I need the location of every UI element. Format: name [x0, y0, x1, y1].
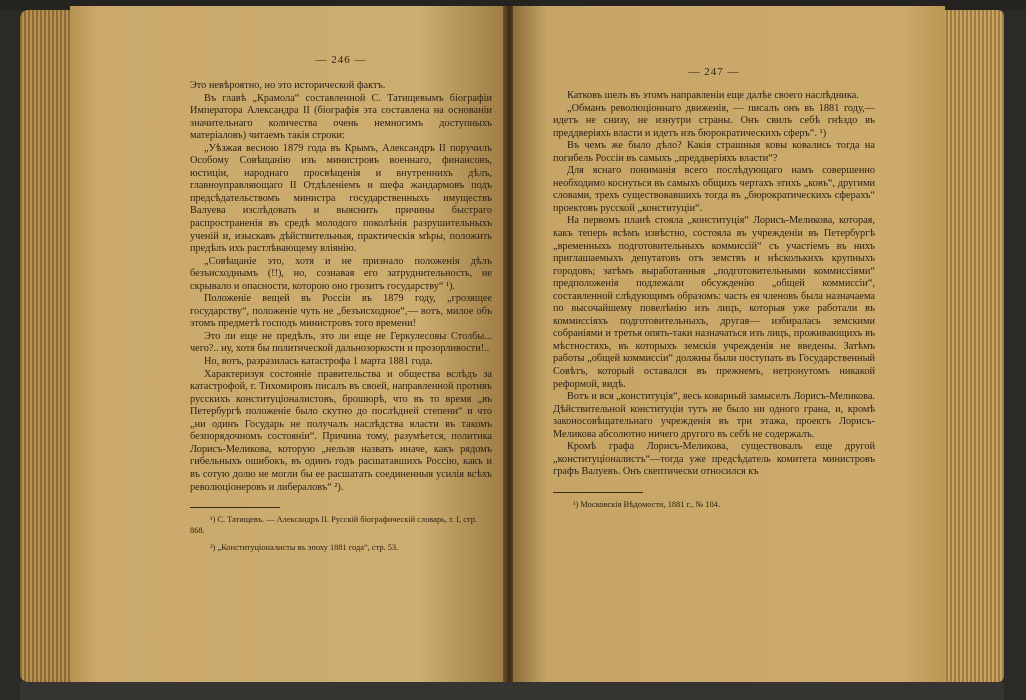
paragraph: Кромѣ графа Лорисъ-Меликова, существовалъ еще другой „конституціоналистъ“—тогда уже предсѣдатель комитета министровъ графъ Валуевъ. Онъ скептически относился къ [553, 441, 875, 478]
paragraph: „Уѣзжая весною 1879 года въ Крымъ, Александръ II поручилъ Особому Совѣщанію изъ министровъ военнаго, финансовъ, юстиціи, народнаго просвѣщенія и внутреннихъ дѣлъ, главноуправляющаго II Отдѣленіемъ и шефа жандармовъ подъ предсѣдательствомъ министра государственныхъ имуществъ Валуева изслѣдовать и выяснить причины быстраго распространенія въ средѣ молодого поколѣнія разрушительныхъ ученій и, изыскавъ дѣйствительныя, практическія мѣры, положить предѣлъ ихъ растлѣвающему вліянію. [190, 142, 492, 255]
left-page-body [190, 80, 492, 494]
paragraph: Въ главѣ „Крамола“ составленной С. Татищевымъ біографіи Императора Александра II (біографія эта составлена на основаніи значительнаго количества очень немногимъ доступныхъ матеріаловъ) читаемъ такія строки: [190, 92, 492, 142]
right-page [513, 6, 945, 682]
paragraph: Для яснаго пониманія всего послѣдующаго намъ совершенно необходимо коснуться въ самыхъ общихъ чертахъ этихъ „ковъ“, другими словами, трехъ существовавшихъ тогда въ „бюрократическихъ сферахъ“ проектовъ русской „конституціи“. [553, 165, 875, 214]
footnote-divider [190, 507, 280, 508]
paragraph: Вотъ и вся „конституція“, весь коварный замыселъ Лорисъ-Меликова. Дѣйствительной конституціи тутъ не было ни одного грана, и, кромѣ законосовѣщательнаго учрежденія въ три этажа, проектъ Лорисъ-Меликова абсолютно ничего другого въ себѣ не содержалъ. [553, 391, 875, 440]
paragraph: Это ли еще не предѣлъ, это ли еще не Геркулесовы Столбы... чего?.. ну, хотя бы политической дальнозоркости и прозорливости!.. [190, 330, 492, 355]
paragraph: Это невѣроятно, но это исторической фактъ. [190, 80, 386, 91]
paragraph: Катковъ шелъ въ этомъ направленіи еще далѣе своего наслѣдника. [567, 90, 859, 101]
page-number-left: — 246 — [315, 54, 367, 66]
paragraph: Положеніе вещей въ Россіи въ 1879 году, „грозящее государству“, положеніе чуть не „безъисходное“,— вотъ, милое объ этомъ предметѣ господъ министровъ того времени! [190, 293, 492, 330]
paragraph: Въ чемъ же было дѣло? Какія страшныя ковы ковались тогда на погибель Россіи въ самыхъ „преддверіяхъ власти“? [553, 140, 875, 164]
paragraph: „Совѣщаніе это, хотя и не признало положенія дѣлъ безъисходнымъ (!!), но, сознавая его затруднительность, не скрывало и опасности, которою оно грозитъ государству“ ¹). [190, 255, 492, 292]
right-page-body [553, 90, 875, 479]
page-number-right: — 247 — [688, 66, 740, 78]
book-bottom-edge [20, 682, 1004, 700]
paragraph: Но, вотъ, разразилась катастрофа 1 марта 1881 года. [204, 356, 433, 368]
footnote: ¹) Московскія Вѣдомости, 1881 г., № 104. [573, 499, 721, 509]
paragraph: „Обманъ революціоннаго движенія, — писалъ онъ въ 1881 году,— идетъ не снизу, не изнутри страны. Онъ свилъ себѣ гнѣздо въ преддверіяхъ власти и идетъ изъ бюрократическихъ сферъ“. ¹) [553, 102, 875, 139]
footnote-divider [553, 492, 643, 493]
footnote: ¹) С. Татищевъ. — Александръ II. Русскій біографическій словарь, т. I, стр. 868. [190, 515, 477, 536]
left-footnotes [190, 514, 492, 553]
left-page-edges [20, 10, 75, 682]
right-footnotes [553, 499, 875, 510]
right-page-edges [944, 10, 1004, 682]
paragraph: Характеризуя состояніе правительства и общества вслѣдъ за катастрофой, г. Тихомировъ писалъ въ своей, направленной противъ русскихъ конституціоналистовъ, брошюрѣ, что въ то время „въ Петербургѣ положеніе было скутно до послѣдней степени“ и что „ни одинъ Государь не получалъ наслѣдства власти въ такомъ безпорядочномъ состояніи“. Причина тому, разумѣется, политика Лорисъ-Меликова, которую „нельзя назвать иначе, какъ рядомъ гибельныхъ ошибокъ, въ одинъ годъ расшатавшихъ Россію, какъ и въ сотую долю не могли бы ее расшатать соединенныя усилія всѣхъ революціонеровъ и либераловъ“ ²). [190, 368, 492, 493]
footnote: ²) „Конституціоналисты въ эпоху 1881 года“, стр. 53. [210, 543, 399, 553]
left-page [70, 6, 506, 682]
paragraph: На первомъ планѣ стояла „конституція“ Лорисъ-Меликова, которая, какъ теперь всѣмъ извѣстно, состояла въ учрежденіи въ Петербургѣ „временныхъ подготовительныхъ коммиссій“ съ участіемъ въ нихъ приглашаемыхъ депутатовъ отъ земствъ и нѣсколькихъ крупныхъ городовъ; затѣмъ выработанныя „подготовительными коммиссіями“ предположенія подлежали обсужденію „общей коммиссіи“, составленной слѣдующимъ образомъ: часть ея членовъ была назначаема по высочайшему повелѣнію изъ лицъ, которыя уже работали въ коммиссіяхъ подготовительныхъ, другая— избиралась земскими собраніями и третья опять-таки назначаться изъ лицъ, проживающихъ въ мѣстностяхъ, въ которыхъ земскія учрежденія не введены. Затѣмъ работы „общей коммиссіи“ должны были поступать въ Государственный Совѣтъ, который оставался въ прежнемъ, нетронутомъ никакой реформой, видѣ. [553, 215, 875, 390]
